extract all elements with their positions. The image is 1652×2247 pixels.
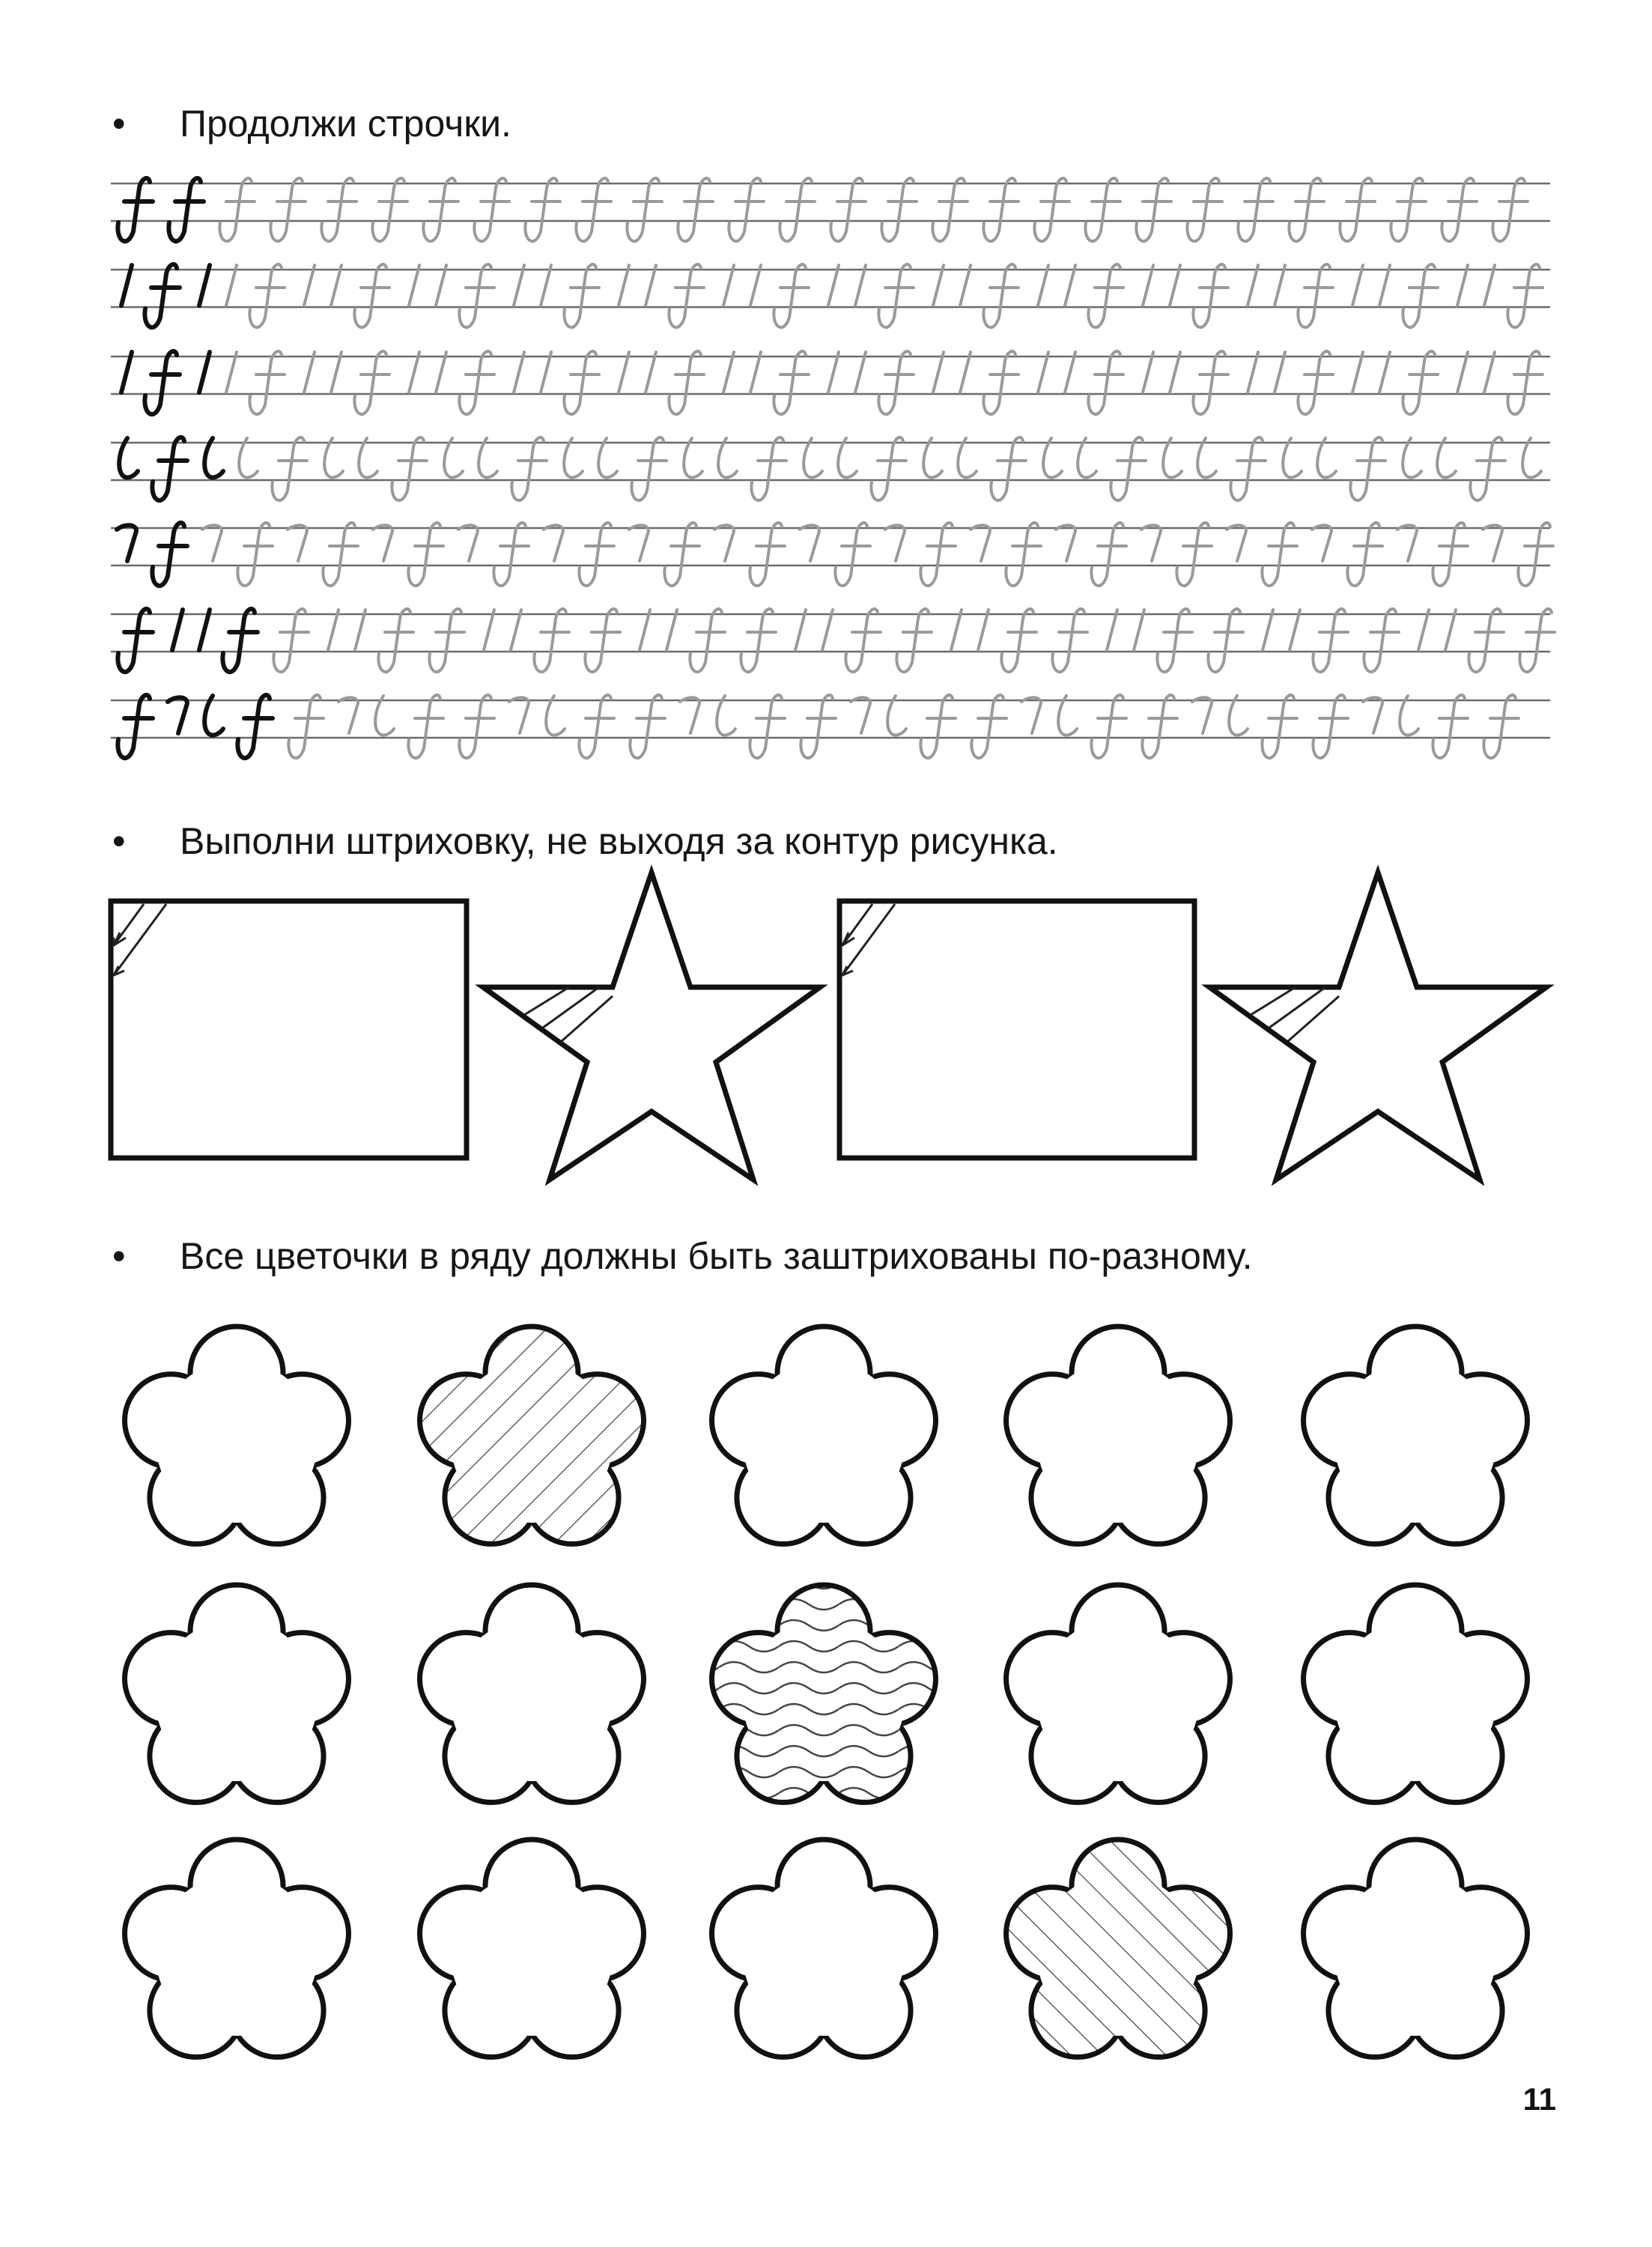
flower-outline-icon[interactable] (712, 1326, 936, 1544)
bullet-dot-icon: • (112, 103, 126, 145)
flower-outline-icon[interactable] (125, 1585, 349, 1802)
page-number: 11 (1522, 2081, 1556, 2117)
flower-outline-icon[interactable] (420, 1585, 644, 1802)
bullet-dot-icon: • (112, 820, 126, 862)
instruction-text: Продолжи строчки. (180, 103, 511, 145)
flower-outline-icon[interactable] (1006, 1585, 1230, 1802)
flower-outline-icon[interactable] (125, 1840, 349, 2057)
bullet-dot-icon: • (112, 1235, 126, 1277)
flower-outline-icon[interactable] (1304, 1840, 1528, 2057)
instruction-text: Все цветочки в ряду должны быть заштрихованы по-разному. (180, 1235, 1253, 1277)
flower-outline-icon[interactable] (1006, 1840, 1230, 2057)
flower-outline-icon[interactable] (712, 1585, 936, 1803)
flower-outline-icon[interactable] (1304, 1585, 1528, 1802)
instruction-text: Выполни штриховку, не выходя за контур рисунка. (180, 820, 1058, 862)
flower-outline-icon[interactable] (712, 1840, 936, 2058)
flower-outline-icon[interactable] (125, 1326, 349, 1544)
flower-outline-icon[interactable] (420, 1326, 644, 1544)
flower-outline-icon[interactable] (420, 1840, 644, 2057)
flower-outline-icon[interactable] (1006, 1326, 1230, 1544)
flower-outline-icon[interactable] (1304, 1326, 1528, 1544)
